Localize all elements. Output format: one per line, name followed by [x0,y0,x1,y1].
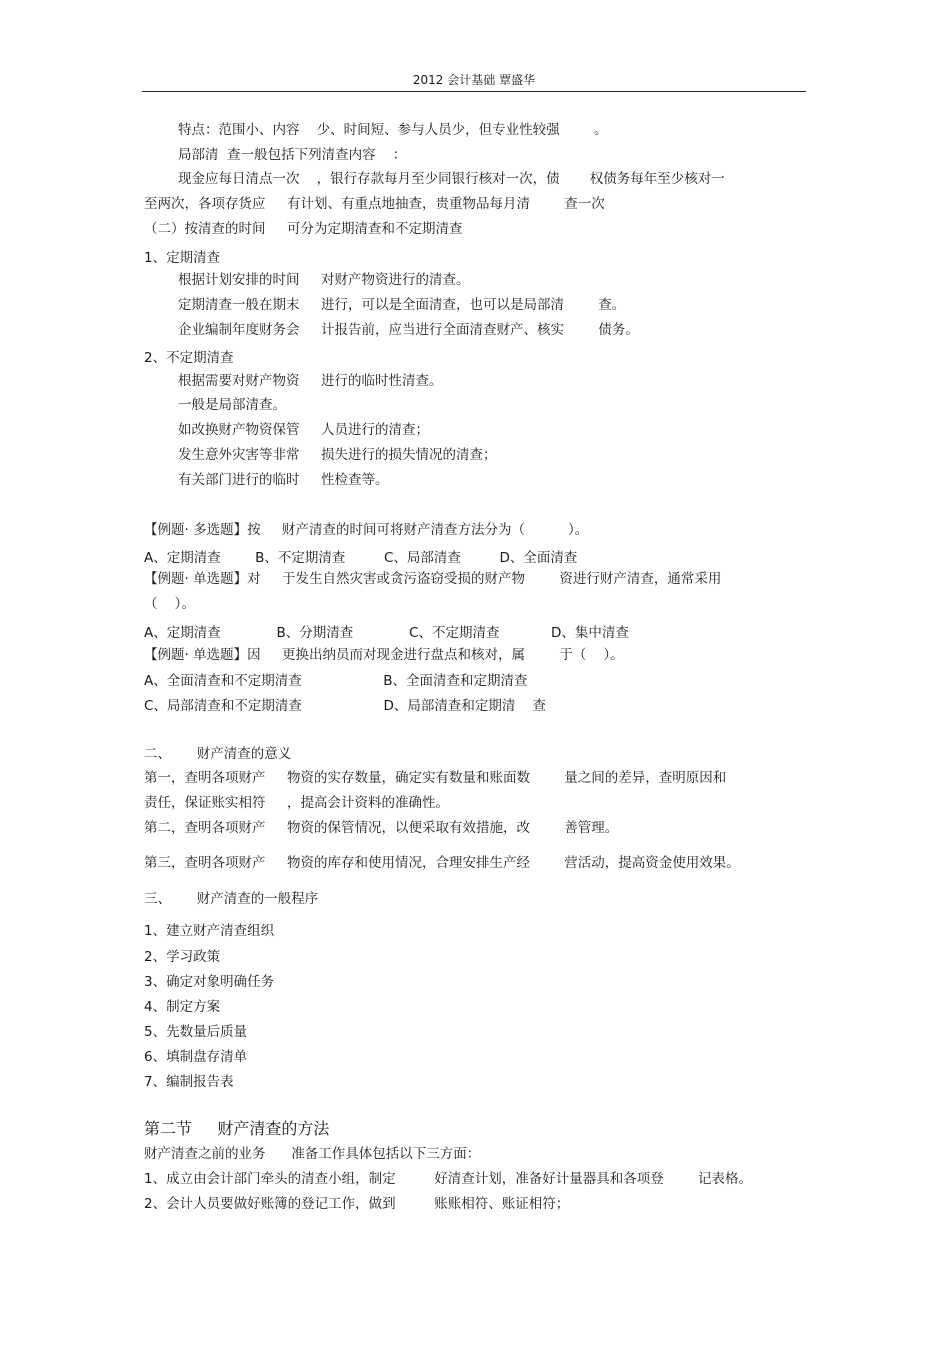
section-subheading: （二）按清查的时间 可分为定期清查和不定期清查 [144,221,463,237]
chapter-heading: 第二节 财产清查的方法 [144,1119,330,1138]
list-heading: 1、定期清查 [144,250,221,266]
list-heading: 2、不定期清查 [144,350,234,366]
page-header: 2012 会计基础 覃盛华 [412,73,536,87]
list-item: 1、成立由会计部门牵头的清查小组，制定 好清查计划，准备好计量器具和各项登 记表格。 [144,1171,753,1187]
list-item: 4、制定方案 [144,999,221,1015]
text-line: 第三，查明各项财产 物资的库存和使用情况，合理安排生产经 营活动，提高资金使用效果。 [144,855,740,871]
list-item: 2、学习政策 [144,949,221,965]
example-question: 【例题· 多选题】按 财产清查的时间可将财产清查方法分为（ ）。 [144,522,589,538]
text-line: 定期清查一般在期末 进行，可以是全面清查，也可以是局部清 查。 [178,297,626,313]
list-item: 6、填制盘存清单 [144,1049,248,1065]
text-line: 如改换财产物资保管 人员进行的清查； [178,422,429,438]
example-question: （ ）。 [144,596,195,612]
example-options: C、局部清查和不定期清查 D、局部清查和定期清 查 [144,698,547,714]
section-heading: 三、 财产清查的一般程序 [144,891,319,907]
example-options: A、定期清查 B、分期清查 C、不定期清查 D、集中清查 [144,625,629,641]
list-item: 1、建立财产清查组织 [144,923,275,939]
text-line: 有关部门进行的临时 性检查等。 [178,472,389,488]
text-line: 一般是局部清查。 [178,397,286,413]
text-line: 现金应每日清点一次 ，银行存款每月至少同银行核对一次，债 权债务每年至少核对一 [178,171,725,187]
text-line: 局部清 查一般包括下列清查内容 ： [178,147,407,163]
text-line: 责任，保证账实相符 ，提高会计资料的准确性。 [144,795,449,811]
text-line: 企业编制年度财务会 计报告前，应当进行全面清查财产、核实 债务。 [178,322,639,338]
text-line: 根据需要对财产物资 进行的临时性清查。 [178,373,443,389]
list-item: 7、编制报告表 [144,1074,234,1090]
example-options: A、全面清查和不定期清查 B、全面清查和定期清查 [144,673,528,689]
text-line: 第一，查明各项财产 物资的实存数量，确定实有数量和账面数 量之间的差异，查明原因和 [144,770,727,786]
example-options: A、定期清查 B、不定期清查 C、局部清查 D、全面清查 [144,550,578,566]
list-item: 5、先数量后质量 [144,1024,248,1040]
text-line: 财产清查之前的业务 准备工作具体包括以下三方面： [144,1146,481,1162]
text-line: 至两次，各项存货应 有计划、有重点地抽查，贵重物品每月清 查一次 [144,196,605,212]
section-heading: 二、 财产清查的意义 [144,746,292,762]
list-item: 2、会计人员要做好账簿的登记工作，做到 账账相符、账证相符； [144,1196,570,1212]
text-line: 根据计划安排的时间 对财产物资进行的清查。 [178,272,470,288]
text-line: 发生意外灾害等非常 损失进行的损失情况的清查； [178,447,497,463]
example-question: 【例题· 单选题】对 于发生自然灾害或贪污盗窃受损的财产物 资进行财产清查，通常采用 [144,571,722,587]
header-rule [142,91,806,92]
list-item: 3、确定对象明确任务 [144,974,275,990]
text-line: 第二，查明各项财产 物资的保管情况，以便采取有效措施，改 善管理。 [144,820,619,836]
text-line: 特点：范围小、内容 少、时间短、参与人员少，但专业性较强 。 [178,122,608,138]
example-question: 【例题· 单选题】因 更换出纳员而对现金进行盘点和核对，属 于（ ）。 [144,647,624,663]
